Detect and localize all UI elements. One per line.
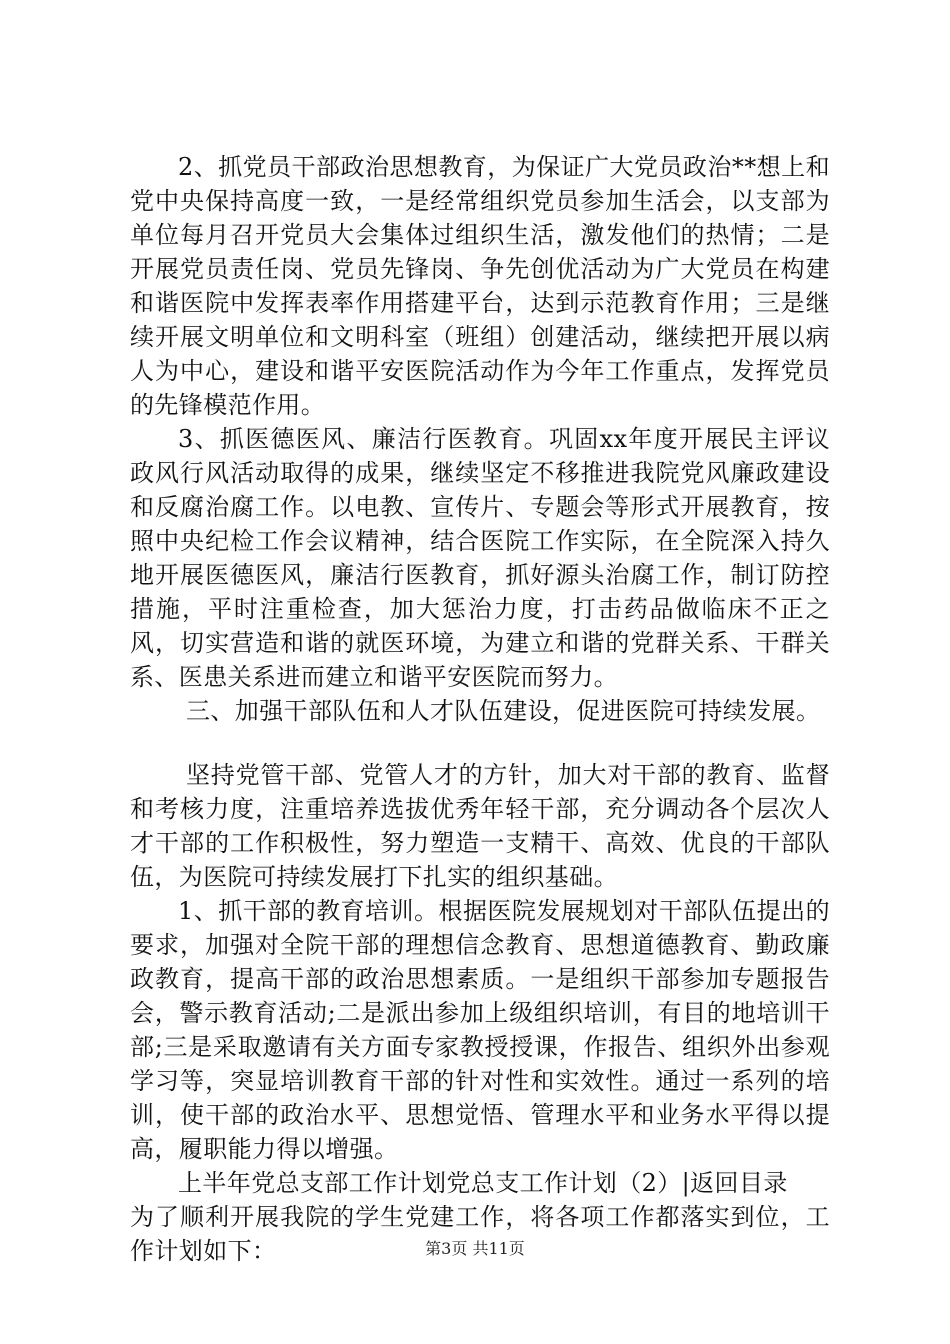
- paragraph-return-to-toc: 上半年党总支部工作计划党总支工作计划（2）|返回目录: [178, 1169, 788, 1197]
- section-heading-cadre-building: 三、加强干部队伍和人才队伍建设，促进医院可持续发展。: [186, 697, 821, 725]
- paragraph-cadre-policy: 坚持党管干部、党管人才的方针，加大对干部的教育、监督和考核力度，注重培养选拔优秀年轻干部，充分调动各个层次人才干部的工作积极性，努力塑造一支精干、高效、优良的干部队伍，为医院可持续发展打下扎实的组织基础。: [130, 761, 830, 891]
- paragraph-work-plan-intro: 为了顺利开展我院的学生党建工作，将各项工作都落实到位，工作计划如下：: [130, 1203, 830, 1265]
- document-body: [130, 150, 830, 1268]
- page-number-footer: 第3页 共11页: [425, 1239, 525, 1258]
- paragraph-party-education: 2、抓党员干部政治思想教育，为保证广大党员政治**想上和党中央保持高度一致，一是经常组织党员参加生活会，以支部为单位每月召开党员大会集体过组织生活，激发他们的热情；二是开展党员责任岗、党员先锋岗、争先创优活动为广大党员在构建和谐医院中发挥表率作用搭建平台，达到示范教育作用；三是继续开展文明单位和文明科室（班组）创建活动，继续把开展以病人为中心，建设和谐平安医院活动作为今年工作重点，发挥党员的先锋模范作用。: [130, 153, 830, 419]
- paragraph-cadre-training: 1、抓干部的教育培训。根据医院发展规划对干部队伍提出的要求，加强对全院干部的理想信念教育、思想道德教育、勤政廉政教育，提高干部的政治思想素质。一是组织干部参加专题报告会，警示教育活动;二是派出参加上级组织培训，有目的地培训干部;三是采取邀请有关方面专家教授授课，作报告、组织外出参观学习等，突显培训教育干部的针对性和实效性。通过一系列的培训，使干部的政治水平、思想觉悟、管理水平和业务水平得以提高，履职能力得以增强。: [130, 897, 830, 1163]
- paragraph-medical-ethics: 3、抓医德医风、廉洁行医教育。巩固xx年度开展民主评议政风行风活动取得的成果，继续坚定不移推进我院党风廉政建设和反腐治腐工作。以电教、宣传片、专题会等形式开展教育，按照中央纪检工作会议精神，结合医院工作实际，在全院深入持久地开展医德医风，廉洁行医教育，抓好源头治腐工作，制订防控措施，平时注重检查，加大惩治力度，打击药品做临床不正之风，切实营造和谐的就医环境，为建立和谐的党群关系、干群关系、医患关系进而建立和谐平安医院而努力。: [130, 425, 830, 691]
